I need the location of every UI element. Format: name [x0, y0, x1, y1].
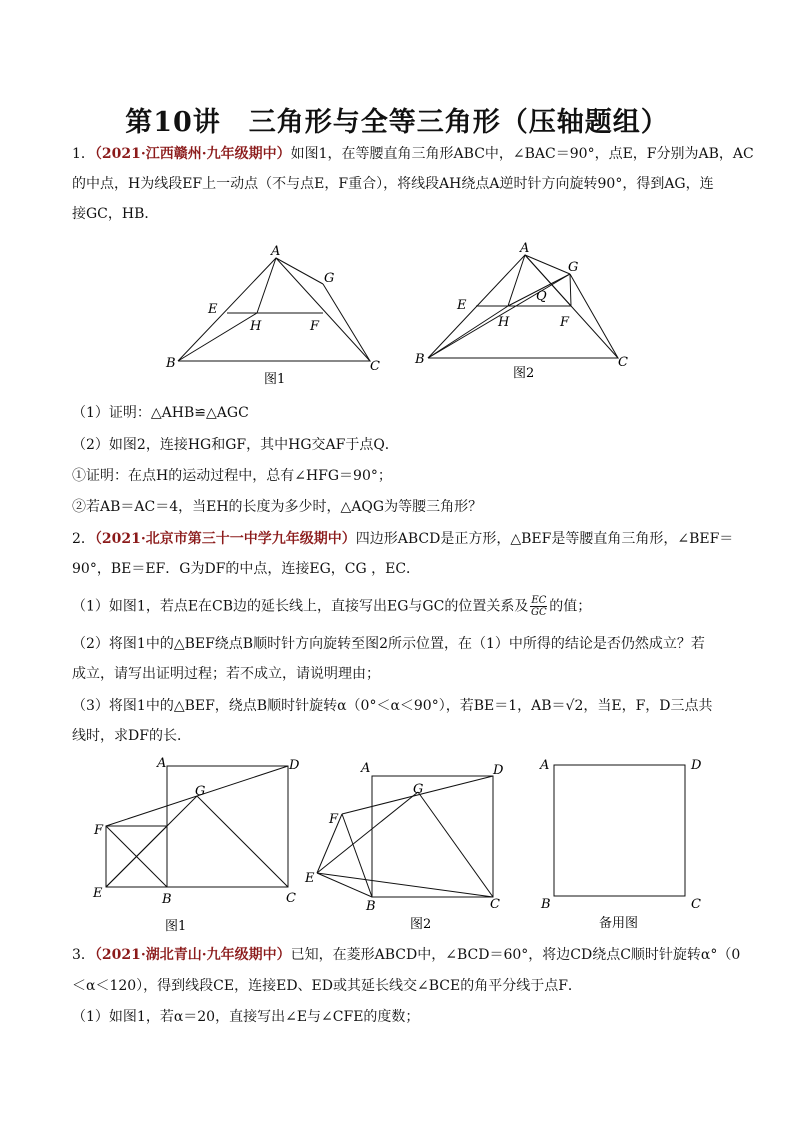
q1-number: 1．: [72, 146, 95, 162]
q1-figure-1: [178, 258, 370, 361]
q2-figure-2: [317, 776, 493, 897]
q1-source: （2021·江西赣州·九年级期中）: [94, 146, 291, 162]
q3-line-1: [72, 944, 741, 966]
q2-part-3a: （3）将图1中的△BEF，绕点B顺时针旋转α（0°＜α＜90°），若BE＝1，AB＝√2，当E，F，D三点共: [72, 698, 713, 714]
q2-figure-1-caption: 图1: [165, 919, 187, 934]
q2f2-label-a: A: [361, 761, 371, 776]
q1f1-label-h: H: [250, 319, 262, 334]
q1-line-1: [72, 143, 754, 165]
q2f1-label-b: B: [162, 892, 172, 907]
q1-part-2a: ①证明：在点H的运动过程中，总有∠HFG＝90°；: [72, 468, 392, 484]
q2f2-label-f: F: [329, 812, 339, 827]
q1f1-label-g: G: [324, 271, 335, 286]
q2-figure-3: [554, 765, 685, 896]
q1f2-label-g: G: [568, 260, 579, 275]
q1f2-label-h: H: [498, 315, 510, 330]
q2f3-label-a: A: [540, 758, 550, 773]
q1-line-2: 的中点，H为线段EF上一动点（不与点E，F重合），将线段AH绕点A逆时针方向旋转90°，得到AG，连: [72, 176, 714, 192]
q2-fraction-num: EC: [531, 595, 547, 606]
q2-part-2b: 成立，请写出证明过程；若不成立，请说明理由；: [72, 666, 380, 682]
q2f2-label-e: E: [305, 871, 315, 886]
q2-line-1: [72, 528, 732, 550]
q2-figure-2-caption: 图2: [410, 917, 432, 932]
q1-part-2: （2）如图2，连接HG和GF，其中HG交AF于点Q．: [72, 437, 399, 453]
page-title: 第10讲 三角形与全等三角形（压轴题组）: [125, 107, 669, 138]
q2f1-label-c: C: [286, 891, 296, 906]
q1-figures: [150, 240, 650, 390]
q1f1-label-e: E: [208, 302, 218, 317]
q3-line-2: ＜α＜120），得到线段CE，连接ED、ED或其延长线交∠BCE的角平分线于点F．: [72, 978, 582, 994]
q2f1-label-e: E: [93, 886, 103, 901]
q2-figures: [85, 752, 725, 937]
q1f1-label-b: B: [166, 356, 176, 371]
q2-line-2: 90°，BE＝EF．G为DF的中点，连接EG，CG ，EC．: [72, 561, 421, 577]
q2-fraction: [530, 595, 547, 618]
q3-source: （2021·湖北青山·九年级期中）: [94, 947, 291, 963]
q3-number: 3．: [72, 947, 95, 963]
q1-figure-2-caption: 图2: [513, 366, 535, 381]
q1f1-label-c: C: [370, 359, 380, 374]
q2f1-label-f: F: [94, 823, 104, 838]
q1f2-label-a: A: [520, 241, 530, 256]
q2-part-1: [72, 595, 732, 618]
q2f3-label-b: B: [541, 897, 551, 912]
q2f2-label-d: D: [493, 763, 504, 778]
q1-text-1: 如图1，在等腰直角三角形ABC中，∠BAC＝90°，点E，F分别为AB，AC: [290, 146, 754, 162]
q1f2-label-b: B: [415, 352, 425, 367]
q2-part-1-tail: 的值；: [549, 598, 592, 615]
q2f1-label-d: D: [289, 758, 300, 773]
q2-number: 2．: [72, 531, 95, 547]
q2-part-1-text: （1）如图1，若点E在CB边的延长线上，直接写出EG与GC的位置关系及: [72, 598, 529, 615]
q3-part-1: （1）如图1，若α＝20，直接写出∠E与∠CFE的度数；: [72, 1009, 420, 1025]
q2-figure-3-caption: 备用图: [599, 916, 639, 931]
q2-text-1: 四边形ABCD是正方形，△BEF是等腰直角三角形，∠BEF＝: [355, 531, 734, 547]
q1f1-label-a: A: [271, 244, 281, 259]
q1-figure-1-caption: 图1: [264, 372, 286, 387]
q2f1-label-a: A: [157, 756, 167, 771]
q2f3-label-c: C: [691, 897, 701, 912]
q2f2-label-c: C: [490, 897, 500, 912]
q1-line-3: 接GC，HB．: [72, 206, 159, 222]
q2f2-label-g: G: [413, 782, 424, 797]
q2-part-2a: （2）将图1中的△BEF绕点B顺时针方向旋转至图2所示位置，在（1）中所得的结论是否仍然成立？若: [72, 636, 705, 652]
q1f1-label-f: F: [310, 319, 320, 334]
q2-part-3b: 线时，求DF的长．: [72, 728, 191, 744]
q1f2-label-e: E: [457, 298, 467, 313]
q1f2-label-f: F: [560, 315, 570, 330]
q1-part-1: （1）证明：△AHB≌△AGC: [72, 405, 249, 421]
q2f2-label-b: B: [366, 899, 376, 914]
q2-fraction-den: GC: [531, 607, 547, 618]
q1f2-label-c: C: [618, 355, 628, 370]
q2f1-label-g: G: [195, 784, 206, 799]
q2-source: （2021·北京市第三十一中学九年级期中）: [94, 531, 356, 547]
q1f2-label-q: Q: [536, 289, 547, 304]
q3-text-1: 已知，在菱形ABCD中，∠BCD＝60°，将边CD绕点C顺时针旋转α°（0: [290, 947, 741, 963]
q2f3-label-d: D: [691, 758, 702, 773]
q1-part-2b: ②若AB＝AC＝4，当EH的长度为多少时，△AQG为等腰三角形？: [72, 499, 483, 515]
